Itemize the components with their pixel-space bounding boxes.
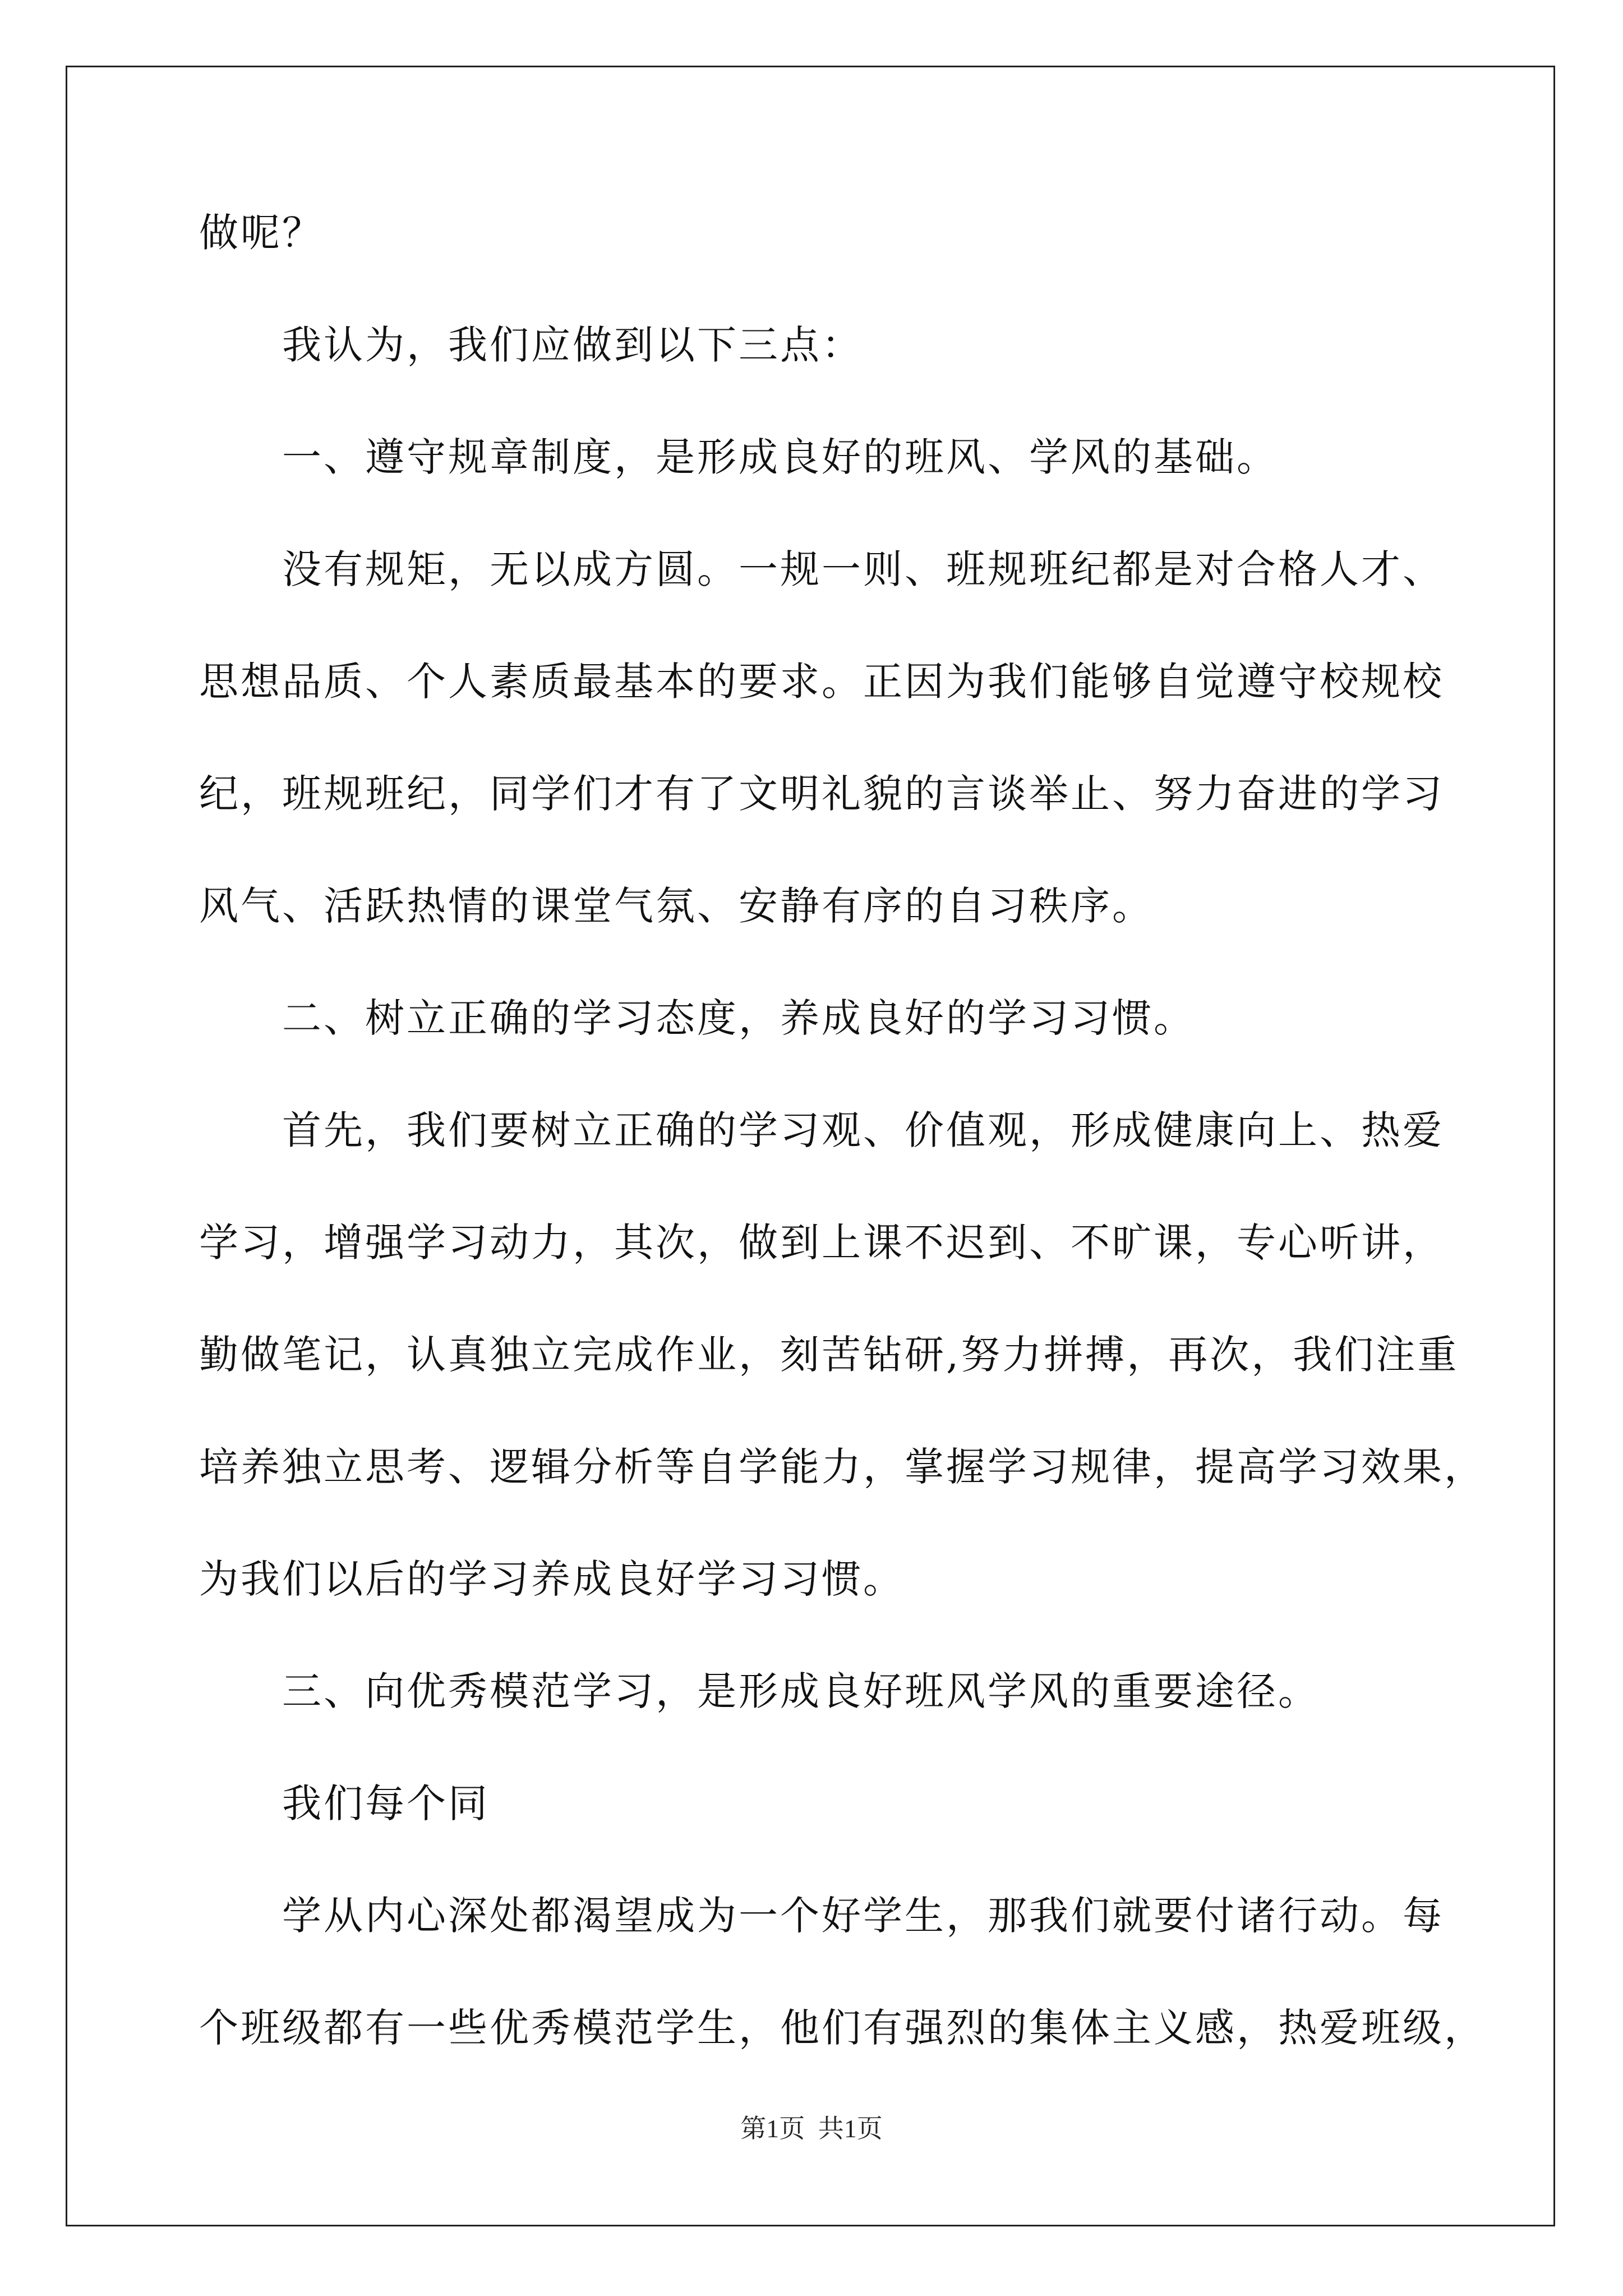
page-footer <box>0 2112 1623 2146</box>
section-heading-2: 二、树立正确的学习态度，养成良好的学习习惯。 <box>282 995 1195 1041</box>
text-line: 培养独立思考、逻辑分析等自学能力，掌握学习规律，提高学习效果， <box>199 1444 1486 1490</box>
text-line: 为我们以后的学习养成良好学习习惯。 <box>199 1556 905 1602</box>
page-total: 共1页 <box>818 2114 883 2143</box>
page-number: 第1页 <box>740 2114 805 2143</box>
text-line: 思想品质、个人素质最基本的要求。正因为我们能够自觉遵守校规校 <box>199 659 1444 705</box>
text-line: 勤做笔记，认真独立完成作业，刻苦钻研,努力拼搏，再次，我们注重 <box>199 1332 1459 1378</box>
text-line: 学习，增强学习动力，其次，做到上课不迟到、不旷课，专心听讲， <box>199 1220 1444 1266</box>
section-heading-1: 一、遵守规章制度，是形成良好的班风、学风的基础。 <box>282 434 1278 480</box>
section-heading-3: 三、向优秀模范学习，是形成良好班风学风的重要途径。 <box>282 1668 1320 1714</box>
text-line: 做呢？ <box>199 210 324 256</box>
text-line: 首先，我们要树立正确的学习观、价值观，形成健康向上、热爱 <box>282 1107 1444 1153</box>
text-line: 我认为，我们应做到以下三点： <box>282 322 863 368</box>
text-line: 学从内心深处都渴望成为一个好学生，那我们就要付诸行动。每 <box>282 1893 1444 1939</box>
text-line: 没有规矩，无以成方圆。一规一则、班规班纪都是对合格人才、 <box>282 546 1444 592</box>
text-line: 个班级都有一些优秀模范学生，他们有强烈的集体主义感，热爱班级， <box>199 2005 1486 2051</box>
text-line: 纪，班规班纪，同学们才有了文明礼貌的言谈举止、努力奋进的学习 <box>199 771 1444 817</box>
text-line: 我们每个同 <box>282 1780 490 1826</box>
text-line: 风气、活跃热情的课堂气氛、安静有序的自习秩序。 <box>199 883 1154 929</box>
